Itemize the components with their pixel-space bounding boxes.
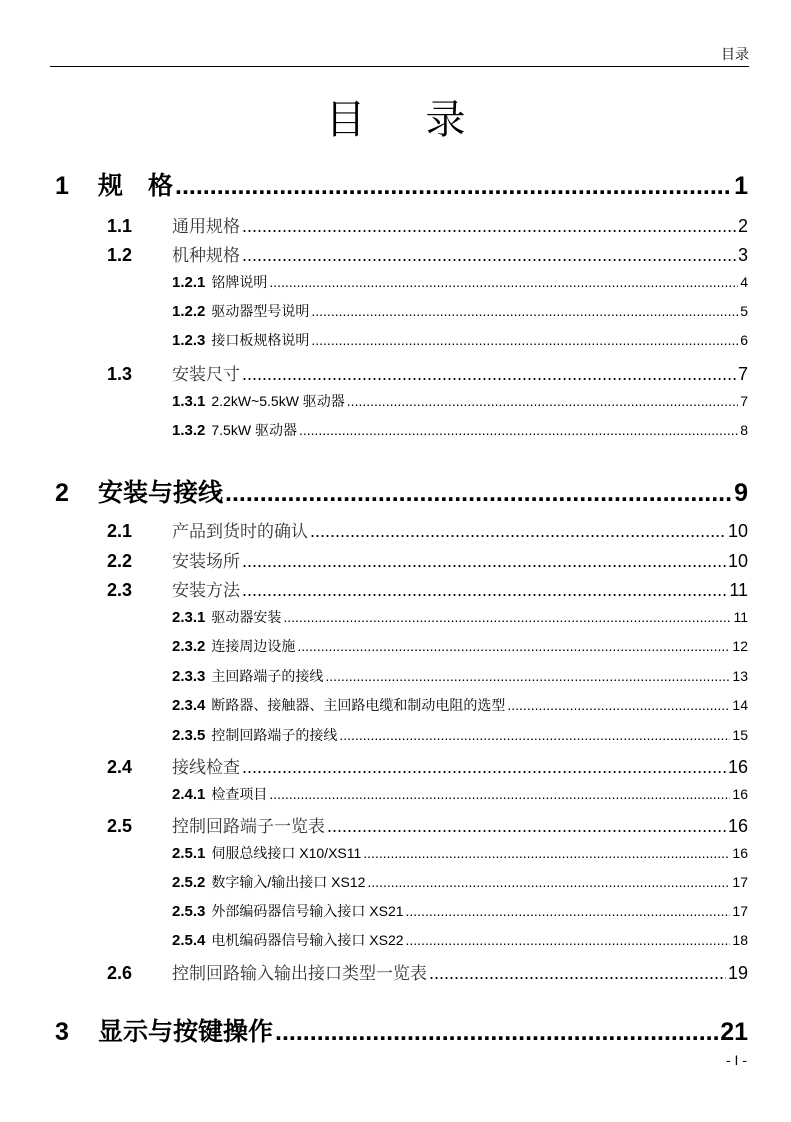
- page-title: 目录: [325, 98, 526, 142]
- toc-entry-title: 控制回路端子一览表: [172, 817, 325, 837]
- toc-entry-number: 1.3: [107, 364, 133, 384]
- toc-entry-title: 安装场所: [172, 552, 240, 572]
- toc-entry-page: 19: [727, 963, 748, 983]
- toc-entry-number: 2.5.2: [172, 874, 206, 891]
- dot-leader: [507, 697, 730, 713]
- toc-entry-number: 2.3.1: [172, 609, 206, 626]
- toc-entry-title: 控制回路输入输出接口类型一览表: [172, 964, 427, 984]
- toc-entry-page: 16: [732, 786, 748, 802]
- toc-entry-title: 控制回路端子的接线: [211, 727, 338, 743]
- toc-entry-title: 安装方法: [172, 581, 240, 601]
- toc-entry-title: 数字输入/输出接口 XS12: [211, 874, 366, 890]
- toc-entry-number: 2.5.1: [172, 845, 206, 862]
- toc-entry-title: 规 格: [98, 172, 174, 200]
- toc-entry-title: 产品到货时的确认: [172, 522, 308, 542]
- toc-entry-page: 9: [734, 479, 748, 507]
- toc-entry-number: 2.3.2: [172, 638, 206, 655]
- toc-entry-number: 2.6: [107, 963, 133, 983]
- dot-leader: [429, 963, 726, 984]
- toc-entry-number: 2.4: [107, 757, 133, 777]
- toc-entry[interactable]: [172, 784, 748, 804]
- toc-entry[interactable]: [107, 753, 748, 778]
- toc-entry[interactable]: [172, 695, 748, 715]
- toc-entry[interactable]: [107, 241, 748, 266]
- toc-entry-title: 连接周边设施: [211, 638, 296, 654]
- toc-entry-title: 7.5kW 驱动器: [211, 422, 297, 438]
- toc-entry[interactable]: [107, 576, 748, 601]
- running-header: 目录: [721, 46, 749, 62]
- dot-leader: [297, 638, 730, 654]
- toc-entry-title: 通用规格: [172, 217, 240, 237]
- dot-leader: [347, 393, 738, 409]
- dot-leader: [311, 332, 738, 348]
- toc-entry[interactable]: [107, 517, 748, 542]
- toc-entry-number: 1.1: [107, 216, 133, 236]
- header-rule: [50, 66, 749, 67]
- toc-entry-number: 2.5.4: [172, 932, 206, 949]
- toc-entry-number: 2.3.3: [172, 668, 206, 685]
- toc-entry[interactable]: [172, 330, 748, 350]
- toc-entry-page: 17: [732, 874, 748, 890]
- toc-entry-page: 7: [740, 393, 748, 409]
- dot-leader: [406, 903, 731, 919]
- dot-leader: [242, 364, 736, 385]
- dot-leader: [225, 479, 732, 508]
- toc-entry[interactable]: [172, 843, 748, 863]
- toc-entry[interactable]: [172, 420, 748, 440]
- toc-entry-number: 2.3.5: [172, 727, 206, 744]
- toc-entry-page: 17: [732, 903, 748, 919]
- toc-entry[interactable]: [172, 666, 748, 686]
- toc-entry-number: 2.4.1: [172, 786, 206, 803]
- dot-leader: [299, 422, 738, 438]
- toc-entry-title: 驱动器型号说明: [211, 303, 310, 319]
- dot-leader: [310, 521, 726, 542]
- toc-entry[interactable]: [107, 547, 748, 572]
- dot-leader: [327, 816, 726, 837]
- toc-entry-title: 铭牌说明: [211, 274, 268, 290]
- toc-entry-number: 1.2.1: [172, 274, 206, 291]
- toc-entry-title: 断路器、接触器、主回路电缆和制动电阻的选型: [211, 697, 506, 713]
- toc-entry-number: 2: [55, 479, 69, 507]
- dot-leader: [242, 216, 736, 237]
- toc-entry[interactable]: [55, 166, 748, 202]
- toc-entry-number: 2.5.3: [172, 903, 206, 920]
- toc-entry[interactable]: [172, 607, 748, 627]
- toc-entry-page: 15: [732, 727, 748, 743]
- toc-entry[interactable]: [107, 360, 748, 385]
- toc-entry-number: 2.5: [107, 816, 133, 836]
- dot-leader: [311, 303, 738, 319]
- toc-entry-page: 16: [727, 816, 748, 836]
- toc-entry[interactable]: [172, 725, 748, 745]
- toc-entry-page: 10: [727, 521, 748, 541]
- toc-entry-title: 安装尺寸: [172, 365, 240, 385]
- dot-leader: [175, 172, 732, 201]
- toc-entry-page: 16: [727, 757, 748, 777]
- toc-entry-number: 2.1: [107, 521, 133, 541]
- dot-leader: [339, 727, 730, 743]
- toc-entry-title: 伺服总线接口 X10/XS11: [211, 845, 362, 861]
- toc-entry-title: 电机编码器信号输入接口 XS22: [211, 932, 404, 948]
- toc-entry[interactable]: [172, 872, 748, 892]
- toc-entry-title: 接口板规格说明: [211, 332, 310, 348]
- dot-leader: [406, 932, 731, 948]
- dot-leader: [367, 874, 730, 890]
- toc-entry-title: 主回路端子的接线: [211, 668, 324, 684]
- toc-entry-title: 检查项目: [211, 786, 268, 802]
- dot-leader: [363, 845, 730, 861]
- toc-entry-page: 11: [733, 609, 748, 625]
- toc-entry-page: 16: [732, 845, 748, 861]
- toc-entry-number: 1.2.3: [172, 332, 206, 349]
- toc-entry-title: 接线检查: [172, 758, 240, 778]
- toc-entry[interactable]: [172, 930, 748, 950]
- page-number: - I -: [726, 1052, 747, 1068]
- toc-entry-title: 安装与接线: [98, 479, 224, 507]
- toc-entry[interactable]: [172, 901, 748, 921]
- toc-entry-number: 1.2.2: [172, 303, 206, 320]
- toc-entry-page: 3: [737, 245, 748, 265]
- toc-entry-title: 机种规格: [172, 246, 240, 266]
- toc-entry-page: 18: [732, 932, 748, 948]
- toc-entry-title: 外部编码器信号输入接口 XS21: [211, 903, 404, 919]
- toc-entry-page: 21: [720, 1018, 748, 1046]
- toc-entry[interactable]: [107, 812, 748, 837]
- toc-entry-page: 12: [732, 638, 748, 654]
- toc-entry[interactable]: [172, 636, 748, 656]
- toc-entry-title: 驱动器安装: [211, 609, 282, 625]
- toc-entry-number: 1.2: [107, 245, 133, 265]
- toc-entry[interactable]: [55, 473, 748, 509]
- toc-entry[interactable]: [107, 959, 748, 984]
- dot-leader: [325, 668, 730, 684]
- toc-entry-page: 14: [732, 697, 748, 713]
- toc-entry-page: 6: [740, 332, 748, 348]
- toc-entry-page: 8: [740, 422, 748, 438]
- toc-entry-page: 10: [727, 551, 748, 571]
- dot-leader: [242, 551, 726, 572]
- toc-entry-number: 2.3: [107, 580, 133, 600]
- toc-entry-number: 3: [55, 1018, 69, 1046]
- toc-entry-title: 显示与按键操作: [98, 1018, 274, 1046]
- toc-entry-page: 2: [737, 216, 748, 236]
- toc-entry-page: 13: [732, 668, 748, 684]
- dot-leader: [242, 757, 726, 778]
- toc-entry-page: 7: [737, 364, 748, 384]
- toc-entry-page: 4: [740, 274, 748, 290]
- toc-entry-number: 1: [55, 172, 69, 200]
- toc-entry[interactable]: [172, 391, 748, 411]
- dot-leader: [242, 245, 736, 266]
- toc-entry[interactable]: [55, 1012, 748, 1048]
- toc-entry-number: 2.2: [107, 551, 133, 571]
- toc-entry-page: 5: [740, 303, 748, 319]
- toc-entry-page: 1: [734, 172, 748, 200]
- dot-leader: [242, 580, 727, 601]
- toc-entry-number: 1.3.2: [172, 422, 206, 439]
- toc-entry-page: 11: [729, 580, 748, 600]
- dot-leader: [283, 609, 731, 625]
- toc-entry-number: 2.3.4: [172, 697, 206, 714]
- toc-entry-title: 2.2kW~5.5kW 驱动器: [211, 393, 345, 409]
- dot-leader: [269, 274, 738, 290]
- toc-entry-number: 1.3.1: [172, 393, 206, 410]
- toc-entry[interactable]: [172, 272, 748, 292]
- toc-entry[interactable]: [172, 301, 748, 321]
- toc-entry[interactable]: [107, 212, 748, 237]
- dot-leader: [269, 786, 730, 802]
- dot-leader: [275, 1018, 718, 1047]
